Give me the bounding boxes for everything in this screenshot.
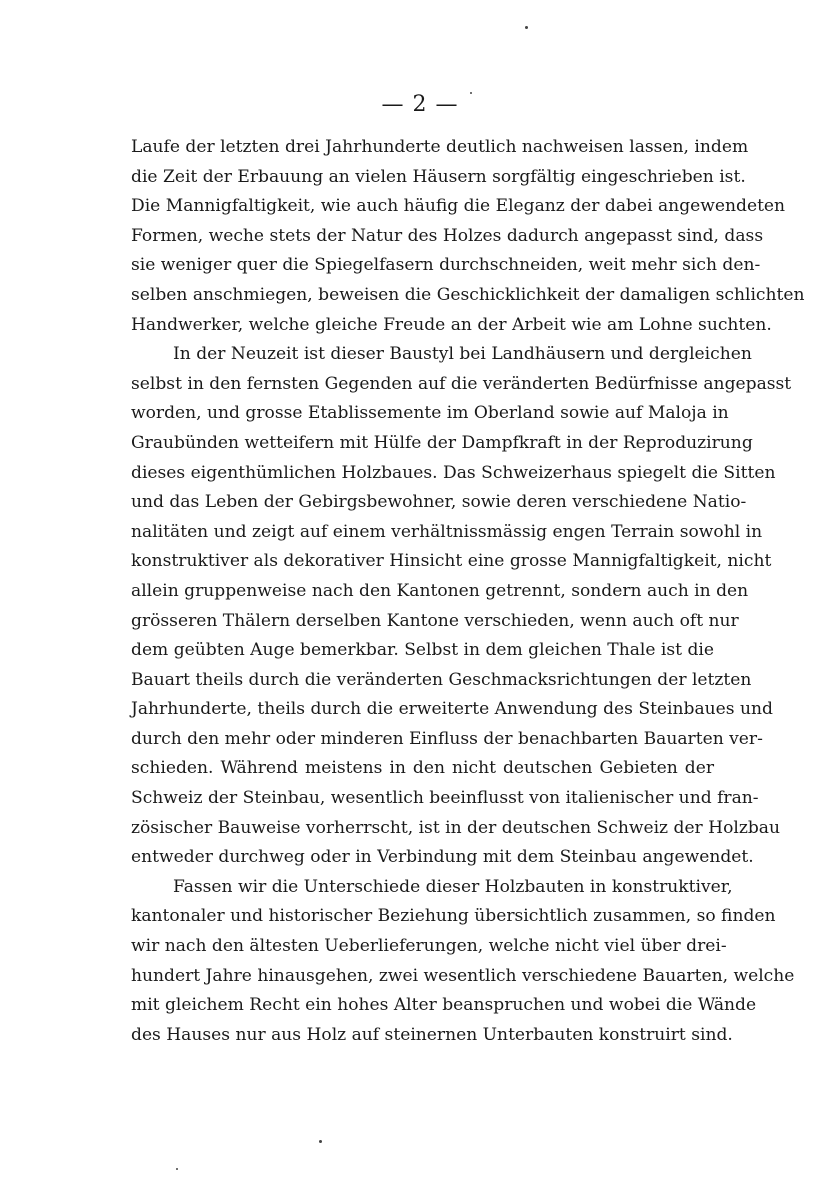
text-line: wir nach den ältesten Ueberlieferungen, welche nicht viel über drei- bbox=[131, 936, 727, 957]
text-line: Fassen wir die Unterschiede dieser Holzbauten in konstruktiver, bbox=[173, 876, 733, 897]
text-line: dieses eigenthümlichen Holzbaues. Das Schweizerhaus spiegelt die Sitten bbox=[131, 462, 776, 483]
scan-speck bbox=[319, 1140, 322, 1143]
text-line: In der Neuzeit ist dieser Baustyl bei Landhäusern und dergleichen bbox=[173, 344, 752, 365]
text-line: durch den mehr oder minderen Einfluss der benachbarten Bauarten ver- bbox=[131, 728, 763, 749]
text-line: schieden. Während meistens in den nicht deutschen Gebieten der bbox=[131, 758, 714, 779]
text-line: Formen, weche stets der Natur des Holzes dadurch angepasst sind, dass bbox=[131, 225, 764, 246]
text-line: zösischer Bauweise vorherrscht, ist in der deutschen Schweiz der Holzbau bbox=[131, 817, 780, 838]
text-line: hundert Jahre hinausgehen, zwei wesentlich verschiedene Bauarten, welche bbox=[131, 965, 795, 986]
paragraph-1 bbox=[131, 133, 805, 340]
text-line: des Hauses nur aus Holz auf steinernen Unterbauten konstruirt sind. bbox=[131, 1024, 733, 1045]
text-line: allein gruppenweise nach den Kantonen getrennt, sondern auch in den bbox=[131, 580, 749, 601]
text-line: Die Mannigfaltigkeit, wie auch häufig die Eleganz der dabei angewendeten bbox=[131, 196, 786, 217]
scan-speck bbox=[470, 92, 472, 94]
text-line: grösseren Thälern derselben Kantone verschieden, wenn auch oft nur bbox=[131, 610, 739, 631]
text-line: Jahrhunderte, theils durch die erweiterte Anwendung des Steinbaues und bbox=[131, 699, 773, 720]
text-line: selbst in den fernsten Gegenden auf die veränderten Bedürfnisse angepasst bbox=[131, 373, 792, 394]
paragraph-2 bbox=[131, 340, 792, 873]
page-number: — 2 — bbox=[381, 92, 459, 117]
scan-speck bbox=[176, 1168, 178, 1170]
text-line: Schweiz der Steinbau, wesentlich beeinflusst von italienischer und fran- bbox=[131, 788, 759, 809]
text-line: Handwerker, welche gleiche Freude an der Arbeit wie am Lohne suchten. bbox=[131, 314, 772, 335]
text-line: selben anschmiegen, beweisen die Geschicklichkeit der damaligen schlichten bbox=[131, 284, 805, 305]
text-line: konstruktiver als dekorativer Hinsicht eine grosse Mannigfaltigkeit, nicht bbox=[131, 551, 772, 572]
text-line: mit gleichem Recht ein hohes Alter beanspruchen und wobei die Wände bbox=[131, 995, 757, 1016]
body-text bbox=[131, 133, 805, 1050]
paragraph-3 bbox=[131, 873, 795, 1051]
text-line: die Zeit der Erbauung an vielen Häusern sorgfältig eingeschrieben ist. bbox=[131, 166, 746, 187]
scan-speck bbox=[525, 26, 528, 29]
text-line: und das Leben der Gebirgsbewohner, sowie deren verschiedene Natio- bbox=[131, 492, 747, 513]
text-line: worden, und grosse Etablissemente im Oberland sowie auf Maloja in bbox=[131, 403, 729, 424]
text-line: sie weniger quer die Spiegelfasern durchschneiden, weit mehr sich den- bbox=[131, 255, 761, 276]
text-line: entweder durchweg oder in Verbindung mit dem Steinbau angewendet. bbox=[131, 847, 754, 868]
text-line: Graubünden wetteifern mit Hülfe der Dampfkraft in der Reproduzirung bbox=[131, 432, 753, 453]
text-line: Bauart theils durch die veränderten Geschmacksrichtungen der letzten bbox=[131, 669, 752, 690]
text-line: Laufe der letzten drei Jahrhunderte deutlich nachweisen lassen, indem bbox=[131, 137, 749, 157]
text-line: nalitäten und zeigt auf einem verhältnissmässig engen Terrain sowohl in bbox=[131, 521, 763, 542]
text-line: dem geübten Auge bemerkbar. Selbst in dem gleichen Thale ist die bbox=[131, 640, 714, 661]
text-line: kantonaler und historischer Beziehung übersichtlich zusammen, so finden bbox=[131, 906, 776, 927]
